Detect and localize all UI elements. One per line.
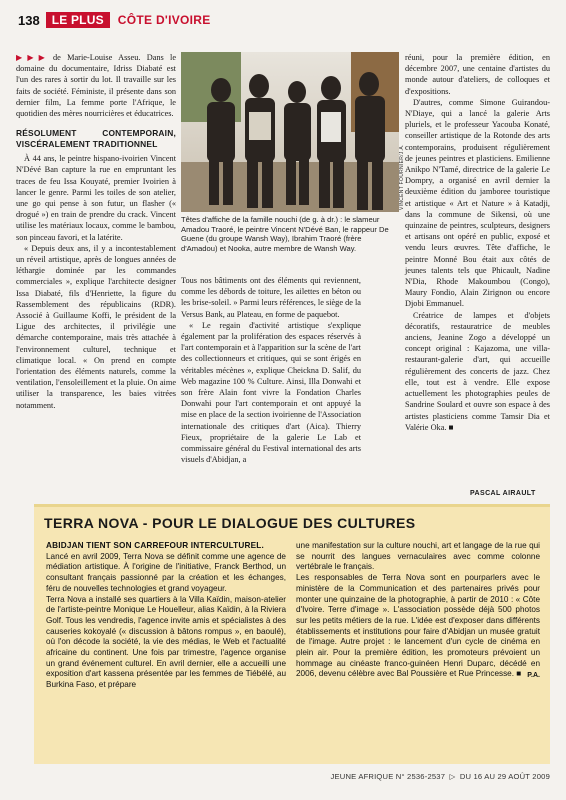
paragraph-text: de Marie-Louise Asseu. Dans le domaine du documentaire, Idriss Diabaté est l'un des rares à sortir du lot. Il travaille sur les faits de société. Féministe, il présente dans son dernier film, La femme porte l'Afrique, le quotidien des mères nourricières et éducatrices. — [16, 53, 176, 119]
paragraph: « Le regain d'activité artistique s'explique également par la prolifération des espaces réservés à l'art contemporain et à l'apparition sur la scène de l'art des collectionneurs et critiques, qui se sont érigés en véritables mécènes », explique Cheickna D. Salif, du Web magazine 100 % Culture. Ainsi, Illa Donwahi et son frère Alain font vivre la Fondation Charles Donwahi pour l'art contemporain et ont appuyé la mise en place de la section ivoirienne de l'Association internationale des critiques d'art (Aica). Thierry Fieux, propriétaire de la galerie Le Lab et commissaire général du Festival international des arts visuels d'Abidjan, a — [181, 320, 361, 465]
paragraph: Terra Nova a installé ses quartiers à la Villa Kaïdin, maison-atelier de l'artiste-peintre Monique Le Houelleur, alias Kaïdin, à la Riviera Golf. Tous les vendredis, l'agence invite amis et spécialistes à des causeries kokoyalé (« discussion à bâtons rompus », en baoulé), où l'on décode la société, la vie des médias, le Web et l'actualité africaine du continent. Une fois par trimestre, l'agence organise un grand événement culturel. En avril dernier, elle a accueilli une exposition d'art kassena présentée par les femmes de Tiébélé, au Burkina Faso, et prépare — [46, 594, 286, 690]
box-lead: ABIDJAN TIENT SON CARREFOUR INTERCULTUREL. — [46, 541, 264, 550]
box-column-2 — [296, 541, 540, 682]
box-signature: P.A. — [527, 672, 540, 680]
section-tag: LE PLUS — [46, 12, 110, 28]
paragraph — [16, 52, 176, 119]
paragraph — [46, 541, 286, 595]
sidebar-box — [34, 504, 550, 764]
photo-caption: Têtes d'affiche de la famille nouchi (de g. à dr.) : le slameur Amadou Traoré, le peintre Vincent N'Dévé Ban, le rappeur De Guene (du groupe Wansh Way), Ibrahim Traoré (frère d'Amadou) et Nooka, autre membre de Wansh Way. — [181, 215, 389, 253]
box-column-1 — [46, 541, 286, 691]
page-header — [18, 10, 548, 30]
article-column-2 — [181, 275, 361, 465]
country-heading: CÔTE D'IVOIRE — [117, 13, 211, 27]
arrow-icon: ▷ — [449, 772, 456, 781]
paragraph: Créatrice de lampes et d'objets décoratifs, restauratrice de meubles anciens, Jeanine Zogo a développé un concept original : Kajazoma, une villa-restaurant-galerie d'art, qui accueille régulièrement des concerts de jazz. Chez elle, tout est à vendre. Elle expose actuellement les photographies peules de Sandrine Soulard et ouvre son espace à des artistes plasticiens comme Tamsir Dia et Valérie Oka. ■ — [405, 310, 550, 432]
article-photo — [181, 52, 399, 212]
continuation-arrows-icon: ▶▶▶ — [16, 53, 51, 62]
paragraph: Tous nos bâtiments ont des éléments qui reviennent, comme les débords de toiture, les ailettes en béton ou les brise-soleil. » Parmi leurs références, le siège de la Versus Bank, au Plateau, en forme de paquebot. — [181, 276, 361, 319]
paragraph: « Depuis deux ans, il y a incontestablement un réveil artistique, après de longues années de léthargie dominée par les commandes commerciales », explique l'architecte designer Issa Diabaté, fils d'Henriette, la figure du Rassemblement des républicains (RDR). Associé à Guillaume Koffi, le président de la Ligue des architectes, il privilégie une démarche contemporaine, mais très attachée à l'environnement culturel, technique et climatique local. « On prend en compte l'orientation des éléments naturels, comme la ventilation, l'ensoleillement et la pluie. On aime utiliser la transparence, les baies vitrées notamment. — [16, 243, 176, 410]
paragraph: Les responsables de Terra Nova sont en pourparlers avec le ministère de la Communication et des partenaires privés pour monter une quinzaine de la photographie, à partir de 2010 : « Côte d'Ivoire. Terre d'image ». L'association possède déjà 500 photos sur les petits métiers de la rue. L'idée est d'exposer dans différents établissements et institutions pour faire d'Abidjan un musée gratuit de l'image. Autre projet : le lancement d'un cycle de cinéma en plein air. Pour la première édition, les promoteurs prévoient un hommage au cinéaste franco-guinéen Henri Duparc, décédé en 2006, devenu célèbre avec Bal Poussière et Rue Princesse. ■ — [296, 573, 540, 679]
page-number: 138 — [18, 12, 40, 28]
article-column-1 — [16, 52, 176, 411]
paragraph: D'autres, comme Simone Guirandou-N'Diaye, qui a lancé la galerie Arts pluriels, et le professeur Yacouba Konaté, conseiller artistique de la Rotonde des arts contemporains, produisent régulièrement de jeunes peintres et plasticiens. Emilienne Anikpo N'Tamé, directrice de la galerie Le Dompry, a organisé en avril dernier la deuxième édition du jamboree touristique et artistique « Art et Nature » à Katadji, dans la commune de Sikensi, où une quinzaine de peintres, sculpteurs, designers et artisans ont opéré en public, exposé et vendu leurs œuvres. Tête d'affiche, le peintre Monné Bou était aux côtés de jeunes talents tels que Phicault, Nadine N'Dia, Rhode Makoumbou (Congo), Maury Fondio, Alain Zirignon ou encore Djobi Emmanuel. — [405, 97, 550, 309]
page-footer — [320, 772, 550, 781]
photo-credit: VINCENT FOURNIER/J.A. — [399, 144, 405, 210]
author-signature: PASCAL AIRAULT — [470, 490, 536, 497]
photo-illustration — [181, 52, 399, 212]
paragraph: une manifestation sur la culture nouchi, art et langage de la rue qui se nourrit des langues vernaculaires avec comme colonne vertébrale le français. — [296, 541, 540, 572]
issue-number: N° 2536-2537 — [395, 772, 446, 781]
paragraph: À 44 ans, le peintre hispano-ivoirien Vincent N'Dévé Ban capture la rue en empruntant les traces de feu Issa Kouyaté, premier Ivoirien à lancer le genre. Parmi les toiles de son atelier, une go qui pense à son futur, un flasher (« drogué ») en train de prendre du crack. Vincent utilise les matériaux locaux, comme le bambou, son pinceau favori, et la latérite. — [16, 154, 176, 242]
paragraph: réuni, pour la première édition, en décembre 2007, une centaine d'artistes du monde autour d'ateliers, de colloques et d'expositions. — [405, 53, 550, 96]
paragraph-text: Lancé en avril 2009, Terra Nova se définit comme une agence de médiation artistique. À l'origine de l'initiative, Franck Berthod, un consultant français passionné par la création et les échanges, féru de nouvelles technologies et grand voyageur. — [46, 551, 286, 593]
subheading: RÉSOLUMENT CONTEMPORAIN, VISCÉRALEMENT TRADITIONNEL — [16, 128, 176, 150]
issue-dates: DU 16 AU 29 AOÛT 2009 — [459, 772, 550, 781]
article-column-3 — [405, 52, 550, 433]
magazine-name: JEUNE AFRIQUE — [330, 772, 394, 781]
box-title: TERRA NOVA - POUR LE DIALOGUE DES CULTURES — [44, 515, 416, 531]
